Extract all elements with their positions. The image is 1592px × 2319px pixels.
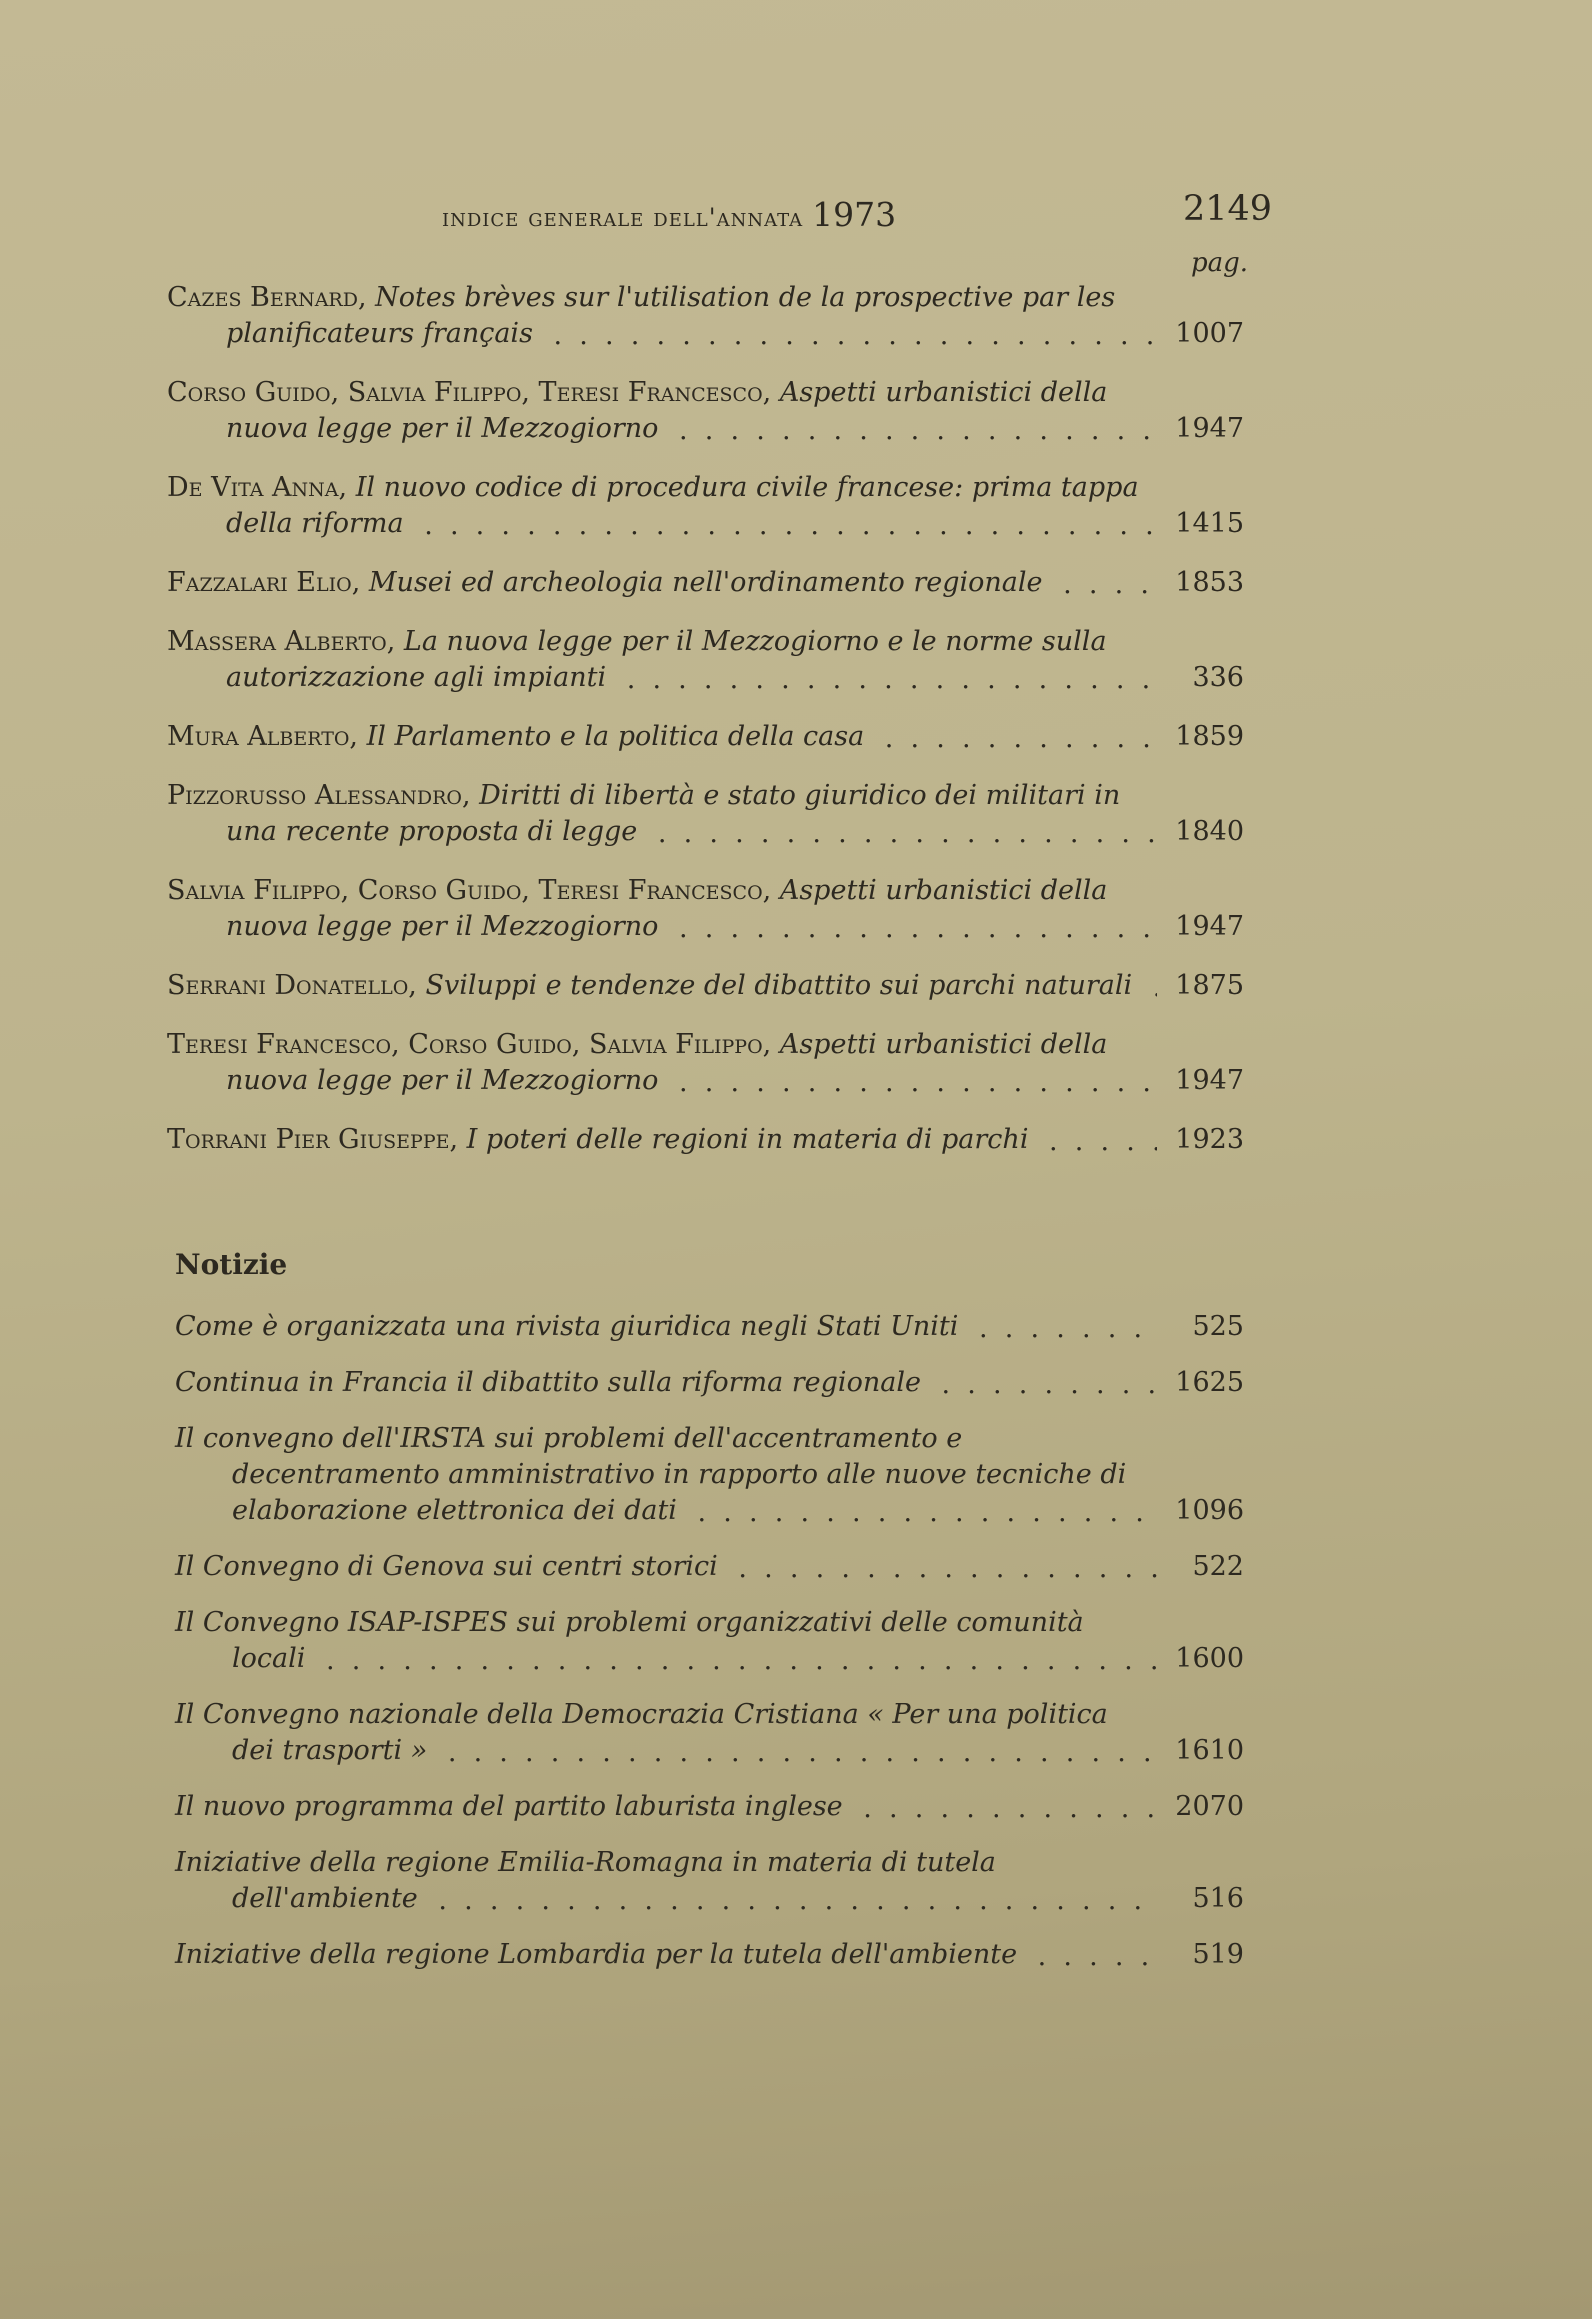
entry-text xyxy=(167,719,1157,755)
index-entry xyxy=(167,1789,1252,1825)
header-title-text: indice generale dell'annata xyxy=(442,203,804,232)
index-entry xyxy=(167,1845,1252,1917)
entry-page-number: 1625 xyxy=(1175,1367,1244,1398)
entry-title: Il Convegno nazionale della Democrazia Cristiana « Per una politica dei trasporti » xyxy=(175,1699,1108,1766)
entry-title: Iniziative della regione Lombardia per la tutela dell'ambiente xyxy=(175,1939,1018,1970)
entry-title: Continua in Francia il dibattito sulla riforma regionale xyxy=(175,1367,921,1398)
entry-authors: Torrani Pier Giuseppe, xyxy=(167,1124,459,1155)
header-year: 1973 xyxy=(812,195,897,234)
entry-text xyxy=(167,1365,1157,1401)
index-entry xyxy=(167,1365,1252,1401)
entry-page-number: 1840 xyxy=(1175,816,1244,847)
entry-authors: Serrani Donatello, xyxy=(167,970,417,1001)
articles-list xyxy=(167,280,1252,1158)
entry-authors: Fazzalari Elio, xyxy=(167,567,361,598)
entry-text xyxy=(167,565,1157,601)
entry-page-number: 1415 xyxy=(1175,508,1244,539)
entry-authors: Mura Alberto, xyxy=(167,721,359,752)
index-entry xyxy=(167,375,1252,447)
entry-text xyxy=(167,1122,1157,1158)
entry-title: Iniziative della regione Emilia-Romagna in materia di tutela dell'ambiente xyxy=(175,1847,996,1914)
entry-page-number: 516 xyxy=(1192,1883,1244,1914)
index-content xyxy=(167,248,1252,1993)
entry-title: Come è organizzata una rivista giuridica negli Stati Uniti xyxy=(175,1311,959,1342)
notizie-list xyxy=(167,1309,1252,1973)
index-entry xyxy=(167,1697,1252,1769)
entry-page-number: 522 xyxy=(1192,1551,1244,1582)
running-header xyxy=(0,189,1592,245)
pag-column-label: pag. xyxy=(1190,248,1248,278)
index-entry xyxy=(167,1937,1252,1973)
index-entry xyxy=(167,719,1252,755)
entry-text xyxy=(167,1027,1157,1099)
entry-authors: Corso Guido, Salvia Filippo, Teresi Francesco, xyxy=(167,377,772,408)
entry-page-number: 1853 xyxy=(1175,567,1244,598)
entry-text xyxy=(167,1309,1157,1345)
index-entry xyxy=(167,470,1252,542)
index-entry xyxy=(167,1421,1252,1529)
entry-title: Musei ed archeologia nell'ordinamento regionale xyxy=(368,567,1043,598)
entry-text xyxy=(167,470,1157,542)
entry-text xyxy=(167,624,1157,696)
entry-text xyxy=(167,873,1157,945)
entry-title: Notes brèves sur l'utilisation de la prospective par les planificateurs français xyxy=(226,282,1116,349)
index-entry xyxy=(167,968,1252,1004)
index-entry xyxy=(167,1027,1252,1099)
entry-page-number: 336 xyxy=(1192,662,1244,693)
entry-title: Diritti di libertà e stato giuridico dei militari in una recente proposta di legge xyxy=(226,780,1121,847)
entry-title: I poteri delle regioni in materia di parchi xyxy=(466,1124,1029,1155)
header-title xyxy=(442,195,896,234)
entry-text xyxy=(167,1549,1157,1585)
entry-text xyxy=(167,1421,1157,1529)
entry-title: Aspetti urbanistici della nuova legge per il Mezzogiorno xyxy=(226,875,1108,942)
index-entry xyxy=(167,1309,1252,1345)
page-number: 2149 xyxy=(1183,189,1273,229)
entry-title: Il Parlamento e la politica della casa xyxy=(366,721,865,752)
entry-page-number: 1923 xyxy=(1175,1124,1244,1155)
entry-text xyxy=(167,1937,1157,1973)
entry-authors: Pizzorusso Alessandro, xyxy=(167,780,471,811)
entry-text xyxy=(167,375,1157,447)
section-heading-notizie: Notizie xyxy=(175,1248,288,1281)
entry-authors: De Vita Anna, xyxy=(167,472,348,503)
entry-page-number: 1947 xyxy=(1175,1065,1244,1096)
entry-authors: Massera Alberto, xyxy=(167,626,396,657)
entry-title: Sviluppi e tendenze del dibattito sui parchi naturali xyxy=(425,970,1133,1001)
entry-text xyxy=(167,1789,1157,1825)
entry-title: Il nuovo codice di procedura civile francese: prima tappa della riforma xyxy=(226,472,1139,539)
entry-text xyxy=(167,280,1157,352)
entry-page-number: 1007 xyxy=(1175,318,1244,349)
entry-authors: Cazes Bernard, xyxy=(167,282,367,313)
entry-title: La nuova legge per il Mezzogiorno e le norme sulla autorizzazione agli impianti xyxy=(226,626,1107,693)
entry-title: Aspetti urbanistici della nuova legge per il Mezzogiorno xyxy=(226,377,1108,444)
entry-page-number: 1096 xyxy=(1175,1495,1244,1526)
entry-text xyxy=(167,1605,1157,1677)
entry-page-number: 525 xyxy=(1192,1311,1244,1342)
entry-title: Il Convegno di Genova sui centri storici xyxy=(175,1551,718,1582)
index-entry xyxy=(167,280,1252,352)
index-entry xyxy=(167,1122,1252,1158)
entry-page-number: 1947 xyxy=(1175,911,1244,942)
entry-authors: Teresi Francesco, Corso Guido, Salvia Filippo, xyxy=(167,1029,772,1060)
index-entry xyxy=(167,873,1252,945)
entry-page-number: 1859 xyxy=(1175,721,1244,752)
entry-page-number: 1947 xyxy=(1175,413,1244,444)
index-entry xyxy=(167,778,1252,850)
entry-title: Il nuovo programma del partito laburista inglese xyxy=(175,1791,843,1822)
entry-title: Il Convegno ISAP-ISPES sui problemi organizzativi delle comunità locali xyxy=(175,1607,1084,1674)
entry-page-number: 1610 xyxy=(1175,1735,1244,1766)
entry-authors: Salvia Filippo, Corso Guido, Teresi Francesco, xyxy=(167,875,772,906)
index-entry xyxy=(167,1549,1252,1585)
entry-page-number: 519 xyxy=(1192,1939,1244,1970)
entry-title: Il convegno dell'IRSTA sui problemi dell'accentramento e decentramento amministrativo in rapporto alle nuove tecniche di elaborazione elettronica dei dati xyxy=(175,1423,1127,1526)
index-entry xyxy=(167,1605,1252,1677)
entry-page-number: 1600 xyxy=(1175,1643,1244,1674)
index-entry xyxy=(167,624,1252,696)
entry-title: Aspetti urbanistici della nuova legge per il Mezzogiorno xyxy=(226,1029,1108,1096)
entry-text xyxy=(167,968,1157,1004)
entry-text xyxy=(167,778,1157,850)
entry-text xyxy=(167,1845,1157,1917)
index-entry xyxy=(167,565,1252,601)
entry-text xyxy=(167,1697,1157,1769)
entry-page-number: 1875 xyxy=(1175,970,1244,1001)
entry-page-number: 2070 xyxy=(1175,1791,1244,1822)
